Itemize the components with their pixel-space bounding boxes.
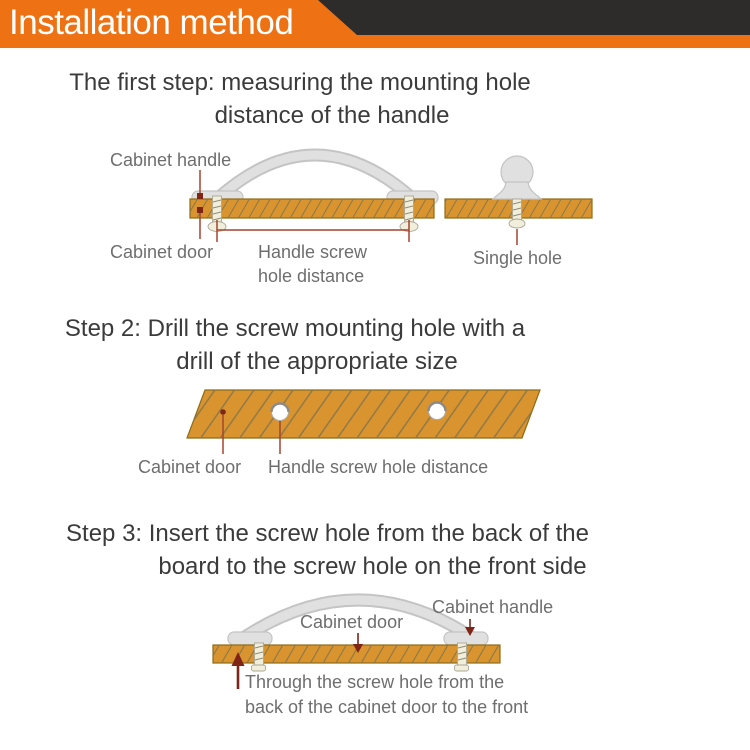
knob-shape — [493, 156, 541, 199]
step-3-heading — [0, 517, 655, 583]
hole-distance-label: Handle screw hole distance — [268, 457, 489, 477]
through-hole-caption-line1: Through the screw hole from the — [245, 672, 505, 692]
handle-foot-left — [228, 632, 272, 645]
step-3-heading-line2: board to the screw hole on the front side — [158, 553, 587, 580]
step-2-heading-line2: drill of the appropriate size — [176, 348, 458, 375]
through-hole-caption-line2: back of the cabinet door to the front — [245, 697, 529, 717]
step-1-heading-line1: The first step: measuring the mounting hole — [69, 69, 531, 96]
drill-hole-right — [429, 403, 446, 420]
step-1-heading — [0, 66, 600, 132]
cabinet-handle-label: Cabinet handle — [110, 150, 232, 170]
step-3-heading-line1: Step 3: Insert the screw hole from the back of the — [66, 520, 589, 547]
step-1-heading-line2: distance of the handle — [214, 102, 450, 129]
screw-distance-label-line2: hole distance — [258, 266, 365, 286]
dimension-line — [217, 220, 409, 242]
cabinet-handle-pointer — [197, 170, 203, 199]
screw-distance-label — [258, 240, 367, 288]
step-2-heading-line1: Step 2: Drill the screw mounting hole with a — [64, 315, 526, 342]
cabinet-door-label: Cabinet door — [138, 457, 242, 477]
cabinet-door-label: Cabinet door — [110, 242, 214, 262]
header-corner-shape — [318, 0, 750, 35]
drill-hole-left — [272, 404, 289, 421]
page-title: Installation method — [9, 3, 294, 42]
cabinet-door-label: Cabinet door — [300, 612, 404, 632]
cabinet-handle-label: Cabinet handle — [432, 597, 554, 617]
single-hole-label: Single hole — [473, 248, 563, 268]
step-2-heading — [0, 312, 590, 378]
cabinet-door-pointer — [197, 207, 203, 239]
header-banner — [0, 0, 750, 48]
through-hole-caption — [245, 670, 528, 720]
screw-distance-label-line1: Handle screw — [258, 242, 368, 262]
